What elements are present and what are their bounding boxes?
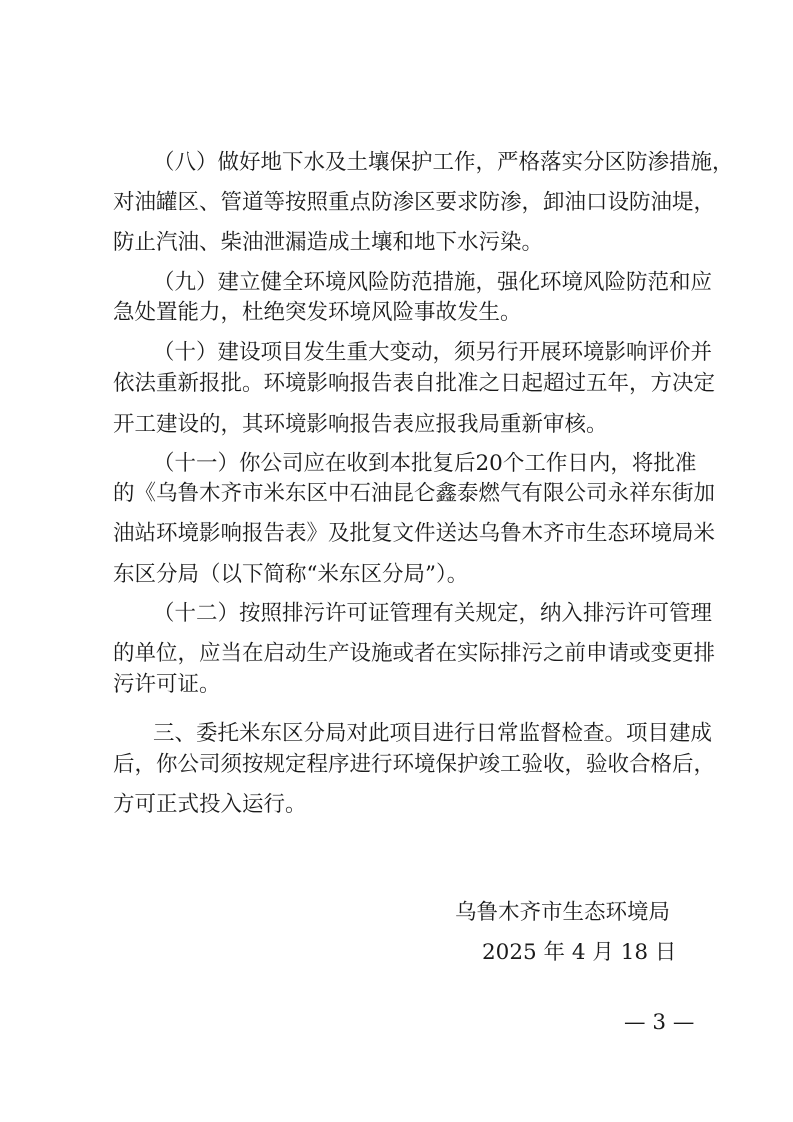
paragraph-line: 急处置能力，杜绝突发环境风险事故发生。 [113, 300, 522, 325]
paragraph-line: 三、委托米东区分局对此项目进行日常监督检查。项目建成 [153, 721, 713, 746]
signature-date: 2025 年 4 月 18 日 [482, 940, 677, 965]
paragraph-line: （十）建设项目发生重大变动，须另行开展环境影响评价并 [153, 340, 713, 365]
paragraph-line: 开工建设的，其环境影响报告表应报我局重新审核。 [113, 412, 608, 437]
paragraph-line: 油站环境影响报告表》及批复文件送达乌鲁木齐市生态环境局米 [113, 521, 716, 546]
paragraph-line: （十二）按照排污许可证管理有关规定，纳入排污许可管理 [153, 601, 713, 626]
paragraph-line: 防止汽油、柴油泄漏造成土壤和地下水污染。 [113, 230, 544, 255]
paragraph-line: （八）做好地下水及土壤保护工作，严格落实分区防渗措施， [153, 150, 734, 175]
paragraph-line: 的《乌鲁木齐市米东区中石油昆仑鑫泰燃气有限公司永祥东街加 [113, 481, 716, 506]
paragraph-line: 后，你公司须按规定程序进行环境保护竣工验收，验收合格后， [113, 752, 716, 777]
paragraph-line: （十一）你公司应在收到本批复后20个工作日内，将批准 [153, 451, 697, 476]
paragraph-line: 的单位，应当在启动生产设施或者在实际排污之前申请或变更排 [113, 641, 716, 666]
paragraph-line: 依法重新报批。环境影响报告表自批准之日起超过五年，方决定 [113, 371, 716, 396]
paragraph-line: 方可正式投入运行。 [113, 792, 307, 817]
paragraph-line: （九）建立健全环境风险防范措施，强化环境风险防范和应 [153, 270, 713, 295]
paragraph-line: 东区分局（以下简称“米东区分局”）。 [113, 562, 469, 587]
paragraph-line: 污许可证。 [113, 672, 221, 697]
signature-organization: 乌鲁木齐市生态环境局 [455, 900, 671, 925]
paragraph-line: 对油罐区、管道等按照重点防渗区要求防渗，卸油口设防油堤， [113, 190, 716, 215]
page-number: — 3 — [624, 1010, 695, 1035]
